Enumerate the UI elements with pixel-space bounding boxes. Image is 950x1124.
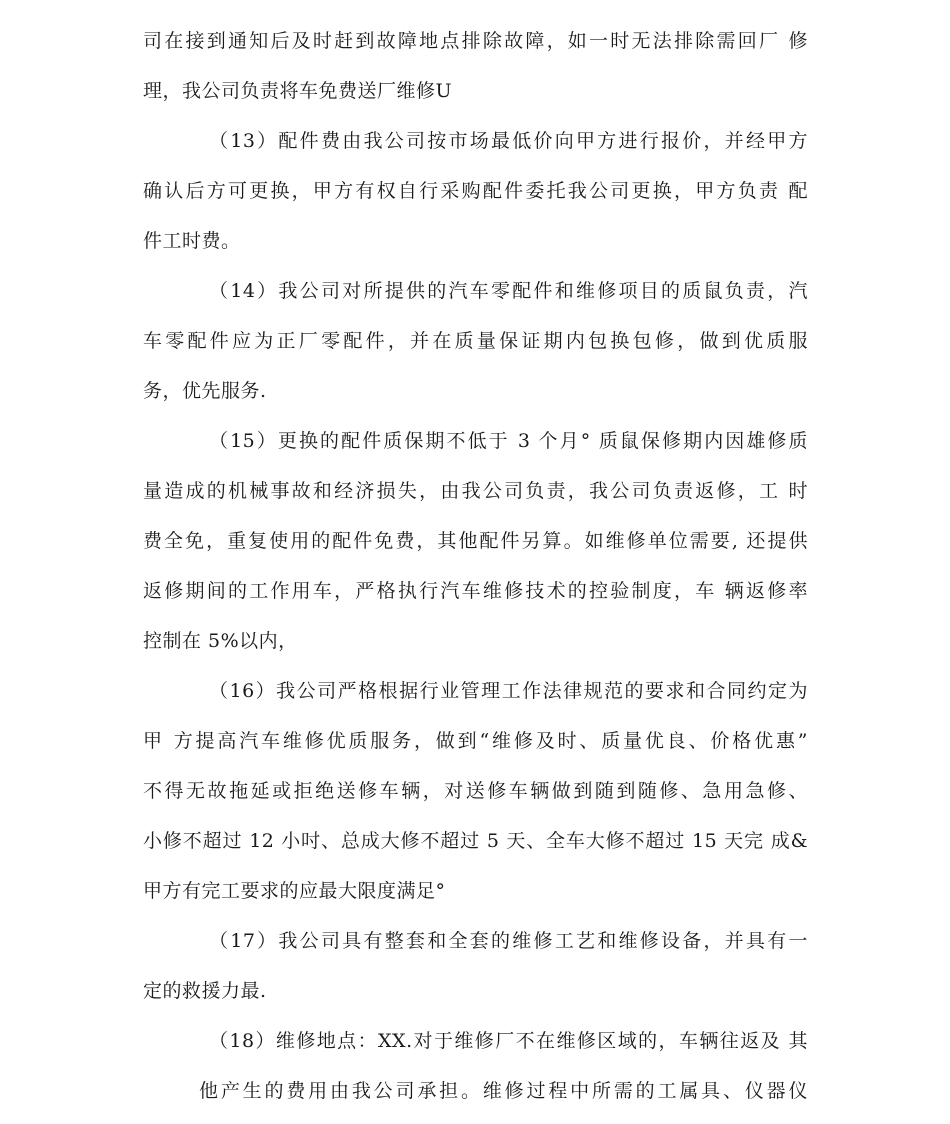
text-line: 费全免，重复使用的配件免费，其他配件另算。如维修单位需要, 还提供 — [143, 530, 808, 552]
text-line: 定的救援力最. — [143, 980, 267, 1002]
text-line: 甲 方提高汽车维修优质服务，做到“维修及时、质量优良、价格优惠” — [143, 730, 808, 752]
text-line: 他产生的费用由我公司承担。维修过程中所需的工属具、仪器仪 — [199, 1080, 808, 1102]
paragraph-15-start: （15）更换的配件质保期不低于 3 个月° 质鼠保修期内因雄修质 — [209, 430, 808, 452]
text-line: 确认后方可更换，甲方有权自行采购配件委托我公司更换，甲方负责 配 — [143, 180, 808, 202]
text-line: 车零配件应为正厂零配件，并在质量保证期内包换包修，做到优质服 — [143, 330, 808, 352]
paragraph-13-start: （13）配件费由我公司按市场最低价向甲方进行报价，并经甲方 — [209, 130, 808, 152]
text-line: 件工时费。 — [143, 230, 241, 252]
text-line: 小修不超过 12 小吋、总成大修不超过 5 天、全车大修不超过 15 天完 成& — [143, 830, 808, 852]
paragraph-17-start: （17）我公司具有整套和全套的维修工艺和维修设备，并具有一 — [209, 930, 808, 952]
text-line: 返修期间的工作用车，严格执行汽车维修技术的控验制度，车 辆返修率 — [143, 580, 808, 602]
text-line: 控制在 5%以内， — [143, 630, 298, 652]
paragraph-18-start: （18）维修地点：XX.对于维修厂不在维修区域的，车辆往返及 其 — [209, 1030, 808, 1052]
text-line: 不得无故拖延或拒绝送修车辆，对送修车辆做到随到随修、急用急修、 — [143, 780, 808, 802]
paragraph-14-start: （14）我公司对所提供的汽车零配件和维修项目的质鼠负责，汽 — [209, 280, 808, 302]
paragraph-16-start: （16）我公司严格根据行业管理工作法律规范的要求和合同约定为 — [209, 680, 808, 702]
text-line: 量造成的机械事故和经济损失，由我公司负责，我公司负责返修，工 时 — [143, 480, 808, 502]
text-line: 甲方有完工要求的应最大限度满足° — [143, 880, 446, 902]
text-line: 司在接到通知后及时赶到故障地点排除故障，如一时无法排除需回厂 修 — [143, 30, 808, 52]
text-line: 理，我公司负责将车免费送厂维修U — [143, 80, 453, 102]
text-line: 务，优先服务. — [143, 380, 267, 402]
